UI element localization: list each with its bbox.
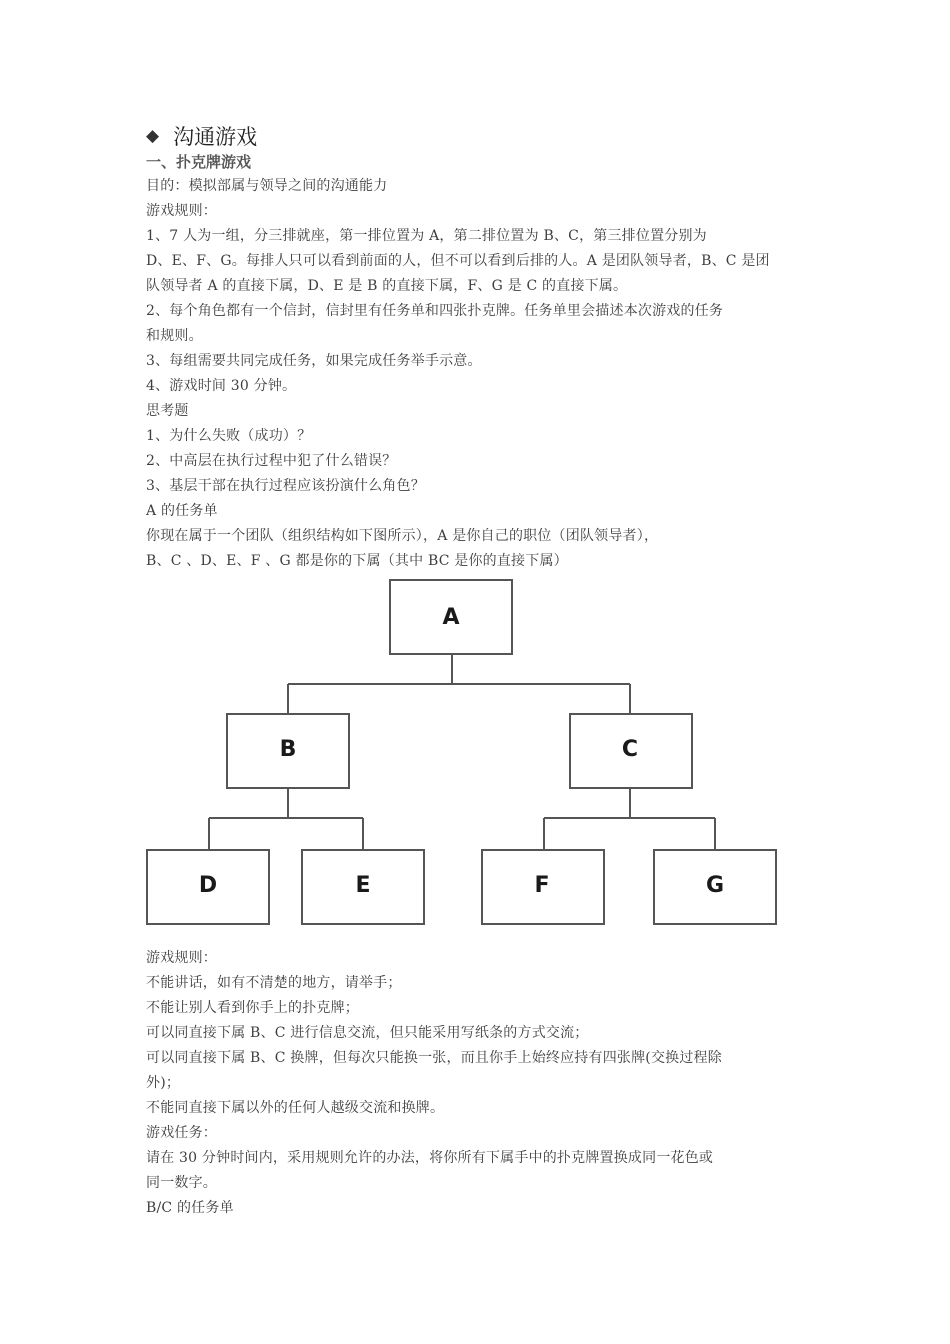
text-line: 2、中高层在执行过程中犯了什么错误？ bbox=[146, 453, 397, 469]
text-line: 游戏规则： bbox=[146, 950, 217, 966]
node-d-label: D bbox=[198, 873, 218, 898]
node-b-label: B bbox=[279, 737, 297, 762]
org-chart bbox=[140, 574, 790, 936]
diamond-bullet-icon: ◆ bbox=[146, 126, 160, 146]
text-line: 游戏任务： bbox=[146, 1125, 217, 1141]
intro-text-block bbox=[146, 174, 814, 574]
text-line: B、C 、D、E、F 、G 都是你的下属（其中 BC 是你的直接下属） bbox=[146, 553, 568, 569]
text-line: 3、每组需要共同完成任务，如果完成任务举手示意。 bbox=[146, 353, 482, 369]
text-line: 队领导者 A 的直接下属，D、E 是 B 的直接下属，F、G 是 C 的直接下属。 bbox=[146, 278, 628, 294]
text-line: 同一数字。 bbox=[146, 1175, 217, 1191]
text-line: 不能让别人看到你手上的扑克牌； bbox=[146, 1000, 359, 1016]
rules-text-block bbox=[146, 946, 814, 1221]
node-f-label: F bbox=[534, 873, 550, 898]
text-line: 不能同直接下属以外的任何人越级交流和换牌。 bbox=[146, 1100, 445, 1116]
text-line: 游戏规则： bbox=[146, 203, 217, 219]
text-line: 1、7 人为一组，分三排就座，第一排位置为 A，第二排位置为 B、C，第三排位置分别为 bbox=[146, 228, 707, 244]
text-line: 可以同直接下属 B、C 换牌，但每次只能换一张，而且你手上始终应持有四张牌(交换过程除 bbox=[146, 1050, 722, 1066]
text-line: 4、游戏时间 30 分钟。 bbox=[146, 378, 297, 394]
text-line: B/C 的任务单 bbox=[146, 1200, 234, 1216]
text-line: 请在 30 分钟时间内，采用规则允许的办法，将你所有下属手中的扑克牌置换成同一花色或 bbox=[146, 1150, 714, 1166]
text-line: 和规则。 bbox=[146, 328, 203, 344]
org-chart-svg bbox=[140, 574, 790, 936]
section-title bbox=[146, 121, 257, 151]
node-a-label: A bbox=[442, 605, 460, 630]
node-e-label: E bbox=[355, 873, 371, 898]
text-line: A 的任务单 bbox=[146, 503, 218, 519]
text-line: 1、为什么失败（成功）？ bbox=[146, 428, 312, 444]
text-line: 不能讲话，如有不清楚的地方，请举手； bbox=[146, 975, 402, 991]
text-line: 外)； bbox=[146, 1075, 181, 1091]
text-line: 目的：模拟部属与领导之间的沟通能力 bbox=[146, 178, 388, 194]
node-g-label: G bbox=[705, 873, 725, 898]
text-line: 你现在属于一个团队（组织结构如下图所示），A 是你自己的职位（团队领导者）， bbox=[146, 528, 659, 544]
text-line: 思考题 bbox=[146, 403, 189, 419]
section-title-text: 沟通游戏 bbox=[173, 125, 258, 149]
text-line: 3、基层干部在执行过程应该扮演什么角色？ bbox=[146, 478, 425, 494]
text-line: 2、每个角色都有一个信封，信封里有任务单和四张扑克牌。任务单里会描述本次游戏的任务 bbox=[146, 303, 724, 319]
text-line: 可以同直接下属 B、C 进行信息交流，但只能采用写纸条的方式交流； bbox=[146, 1025, 589, 1041]
text-line: D、E、F、G。每排人只可以看到前面的人，但不可以看到后排的人。A 是团队领导者，B、C 是团 bbox=[146, 253, 770, 269]
node-c-label: C bbox=[621, 737, 639, 762]
section-subtitle: 一、扑克牌游戏 bbox=[146, 153, 252, 171]
